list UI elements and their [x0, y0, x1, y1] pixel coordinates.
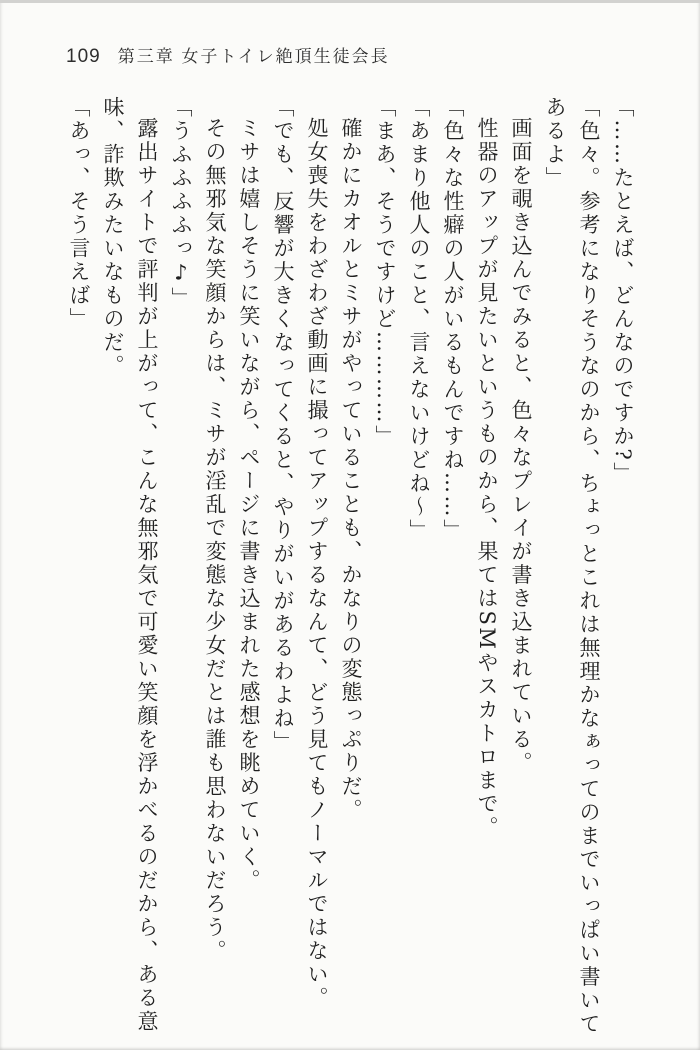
page-number: 109: [66, 46, 101, 67]
chapter-title: 第三章 女子トイレ絶頂生徒会長: [117, 47, 390, 66]
paragraph: 「……たとえば、どんなのですか?」: [611, 96, 635, 486]
page-body: [62, 96, 640, 1040]
paragraph: その無邪気な笑顔からは、ミサが淫乱で変態な少女だとは誰も思わないだろう。: [203, 117, 227, 963]
paragraph: ミサは嬉しそうに笑いながら、ページに書き込まれた感想を眺めていく。: [237, 117, 261, 893]
paragraph: 「まあ、そうですけど…………」: [373, 96, 397, 449]
paragraph: 「あまり他人のこと、言えないけどね〜」: [407, 96, 431, 543]
paragraph: 露出サイトで評判が上がって、こんな無邪気で可愛い笑顔を浮かべるのだから、ある意味、詐欺みたいなものだ。: [101, 96, 159, 1034]
paragraph: 「色々。参考になりそうなのから、ちょっとこれは無理かなぁってのまでいっぱい書いてあるよ」: [543, 96, 601, 1036]
paragraph: 「うふふふふっ♪」: [169, 96, 193, 311]
paragraph: 性器のアップが見たいというものから、果てはSMやスカトロまで。: [475, 117, 499, 840]
paragraph: 確かにカオルとミサがやっていることも、かなりの変態っぷりだ。: [339, 117, 363, 822]
paragraph: 「色々な性癖の人がいるもんですね……」: [441, 96, 465, 543]
paragraph: 画面を覗き込んでみると、色々なプレイが書き込まれている。: [509, 117, 533, 775]
paragraph: 「あっ、そう言えば」: [67, 96, 91, 331]
page-header: [66, 42, 390, 68]
paragraph: 「でも、反響が大きくなってくると、やりがいがあるわよね」: [271, 96, 295, 754]
paragraph: 処女喪失をわざわざ動画に撮ってアップするなんて、どう見てもノーマルではない。: [305, 117, 329, 1010]
